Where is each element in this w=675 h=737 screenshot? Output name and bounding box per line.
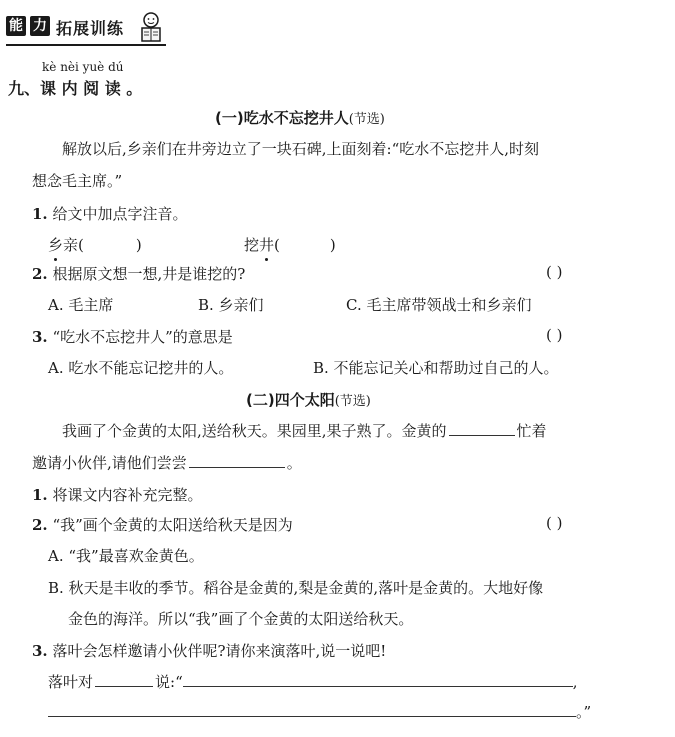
question-1-text: 给文中加点字注音。 — [52, 205, 188, 223]
question-2-answer-paren[interactable]: ( ) — [546, 263, 563, 281]
passage2-title: (二)四个太阳 — [246, 391, 335, 409]
q1-item2-char1: 挖 — [244, 236, 260, 254]
question-4 — [32, 484, 202, 505]
q6-blank-speech-1[interactable] — [183, 686, 573, 687]
passage2-heading — [246, 389, 371, 410]
banner-underline — [6, 44, 166, 46]
q6-line1-comma: , — [572, 673, 578, 691]
q5-option-a[interactable]: A. “我”最喜欢金黄色。 — [48, 547, 204, 565]
passage2-line2-end: 。 — [286, 454, 302, 472]
question-3-text: “吃水不忘挖井人”的意思是 — [52, 328, 233, 346]
passage1-title: (一)吃水不忘挖井人 — [215, 109, 349, 127]
passage2-line1-end: 忙着 — [516, 422, 547, 440]
passage1-line1: 解放以后,乡亲们在井旁边立了一块石碑,上面刻着:“吃水不忘挖井人,时刻 — [62, 140, 540, 158]
question-5 — [32, 514, 293, 535]
question-6-number: 3. — [32, 642, 48, 660]
question-5-text: “我”画个金黄的太阳送给秋天是因为 — [52, 516, 293, 534]
q2-option-c[interactable]: C. 毛主席带领战士和乡亲们 — [346, 296, 532, 314]
passage1-note: (节选) — [348, 112, 385, 127]
passage1-line2: 想念毛主席。” — [32, 172, 123, 190]
q1-item1-char1: 乡 — [48, 236, 64, 254]
question-6-text: 落叶会怎样邀请小伙伴呢?请你来演落叶,说一说吧! — [52, 642, 387, 660]
q2-option-b[interactable]: B. 乡亲们 — [198, 296, 264, 314]
banner-chip-2: 力 — [30, 16, 50, 36]
passage2-line1 — [62, 420, 547, 441]
passage2-blank-1[interactable] — [449, 435, 515, 436]
q5-option-b-line1[interactable]: B. 秋天是丰收的季节。稻谷是金黄的,梨是金黄的,落叶是金黄的。大地好像 — [48, 579, 544, 597]
q3-option-b[interactable]: B. 不能忘记关心和帮助过自己的人。 — [313, 359, 559, 377]
section-title: 九、课 内 阅 读 。 — [8, 79, 143, 98]
question-2 — [32, 263, 245, 284]
question-5-answer-paren[interactable]: ( ) — [546, 514, 563, 532]
question-3-number: 3. — [32, 328, 48, 346]
q1-item1-open: ( — [78, 236, 84, 254]
question-1-number: 1. — [32, 205, 48, 223]
question-2-text: 根据原文想一想,井是谁挖的? — [52, 265, 246, 283]
question-5-number: 2. — [32, 516, 48, 534]
q6-answer-line1 — [48, 671, 578, 692]
question-6 — [32, 640, 386, 661]
passage2-line2-text: 邀请小伙伴,请他们尝尝 — [32, 454, 187, 472]
banner-title: 拓展训练 — [56, 19, 125, 38]
section-pinyin: kè nèi yuè dú — [42, 60, 124, 74]
passage2-blank-2[interactable] — [189, 467, 285, 468]
q5-option-b-line2: 金色的海洋。所以“我”画了个金黄的太阳送给秋天。 — [68, 610, 414, 628]
q1-item1-close: ) — [135, 236, 142, 254]
q1-item2-close: ) — [329, 236, 336, 254]
question-4-text: 将课文内容补充完整。 — [52, 486, 203, 504]
question-1 — [32, 203, 187, 224]
passage1-heading — [215, 107, 385, 128]
passage2-note: (节选) — [334, 394, 371, 409]
q1-item-2 — [244, 234, 336, 255]
question-3 — [32, 326, 233, 347]
passage2-line2 — [32, 452, 302, 473]
q6-line2-end: 。” — [576, 703, 592, 721]
banner-chip-1: 能 — [6, 16, 26, 36]
q6-line1-start: 落叶对 — [48, 673, 94, 691]
q6-blank-speech-2[interactable] — [48, 716, 576, 717]
question-4-number: 1. — [32, 486, 48, 504]
question-3-answer-paren[interactable]: ( ) — [546, 326, 563, 344]
q1-item1-char2: 亲 — [63, 236, 79, 254]
reading-kid-icon — [134, 10, 168, 44]
q1-item2-open: ( — [274, 236, 280, 254]
passage2-line1-text: 我画了个金黄的太阳,送给秋天。果园里,果子熟了。金黄的 — [62, 422, 447, 440]
q2-option-a[interactable]: A. 毛主席 — [48, 296, 114, 314]
q3-option-a[interactable]: A. 吃水不能忘记挖井的人。 — [48, 359, 234, 377]
q1-item-1 — [48, 234, 142, 255]
q6-blank-addressee[interactable] — [95, 686, 153, 687]
q6-line1-say: 说:“ — [155, 673, 183, 691]
section-banner — [6, 14, 166, 42]
question-2-number: 2. — [32, 265, 48, 283]
q1-item2-char2: 井 — [259, 236, 275, 254]
q6-answer-line2 — [48, 701, 591, 722]
